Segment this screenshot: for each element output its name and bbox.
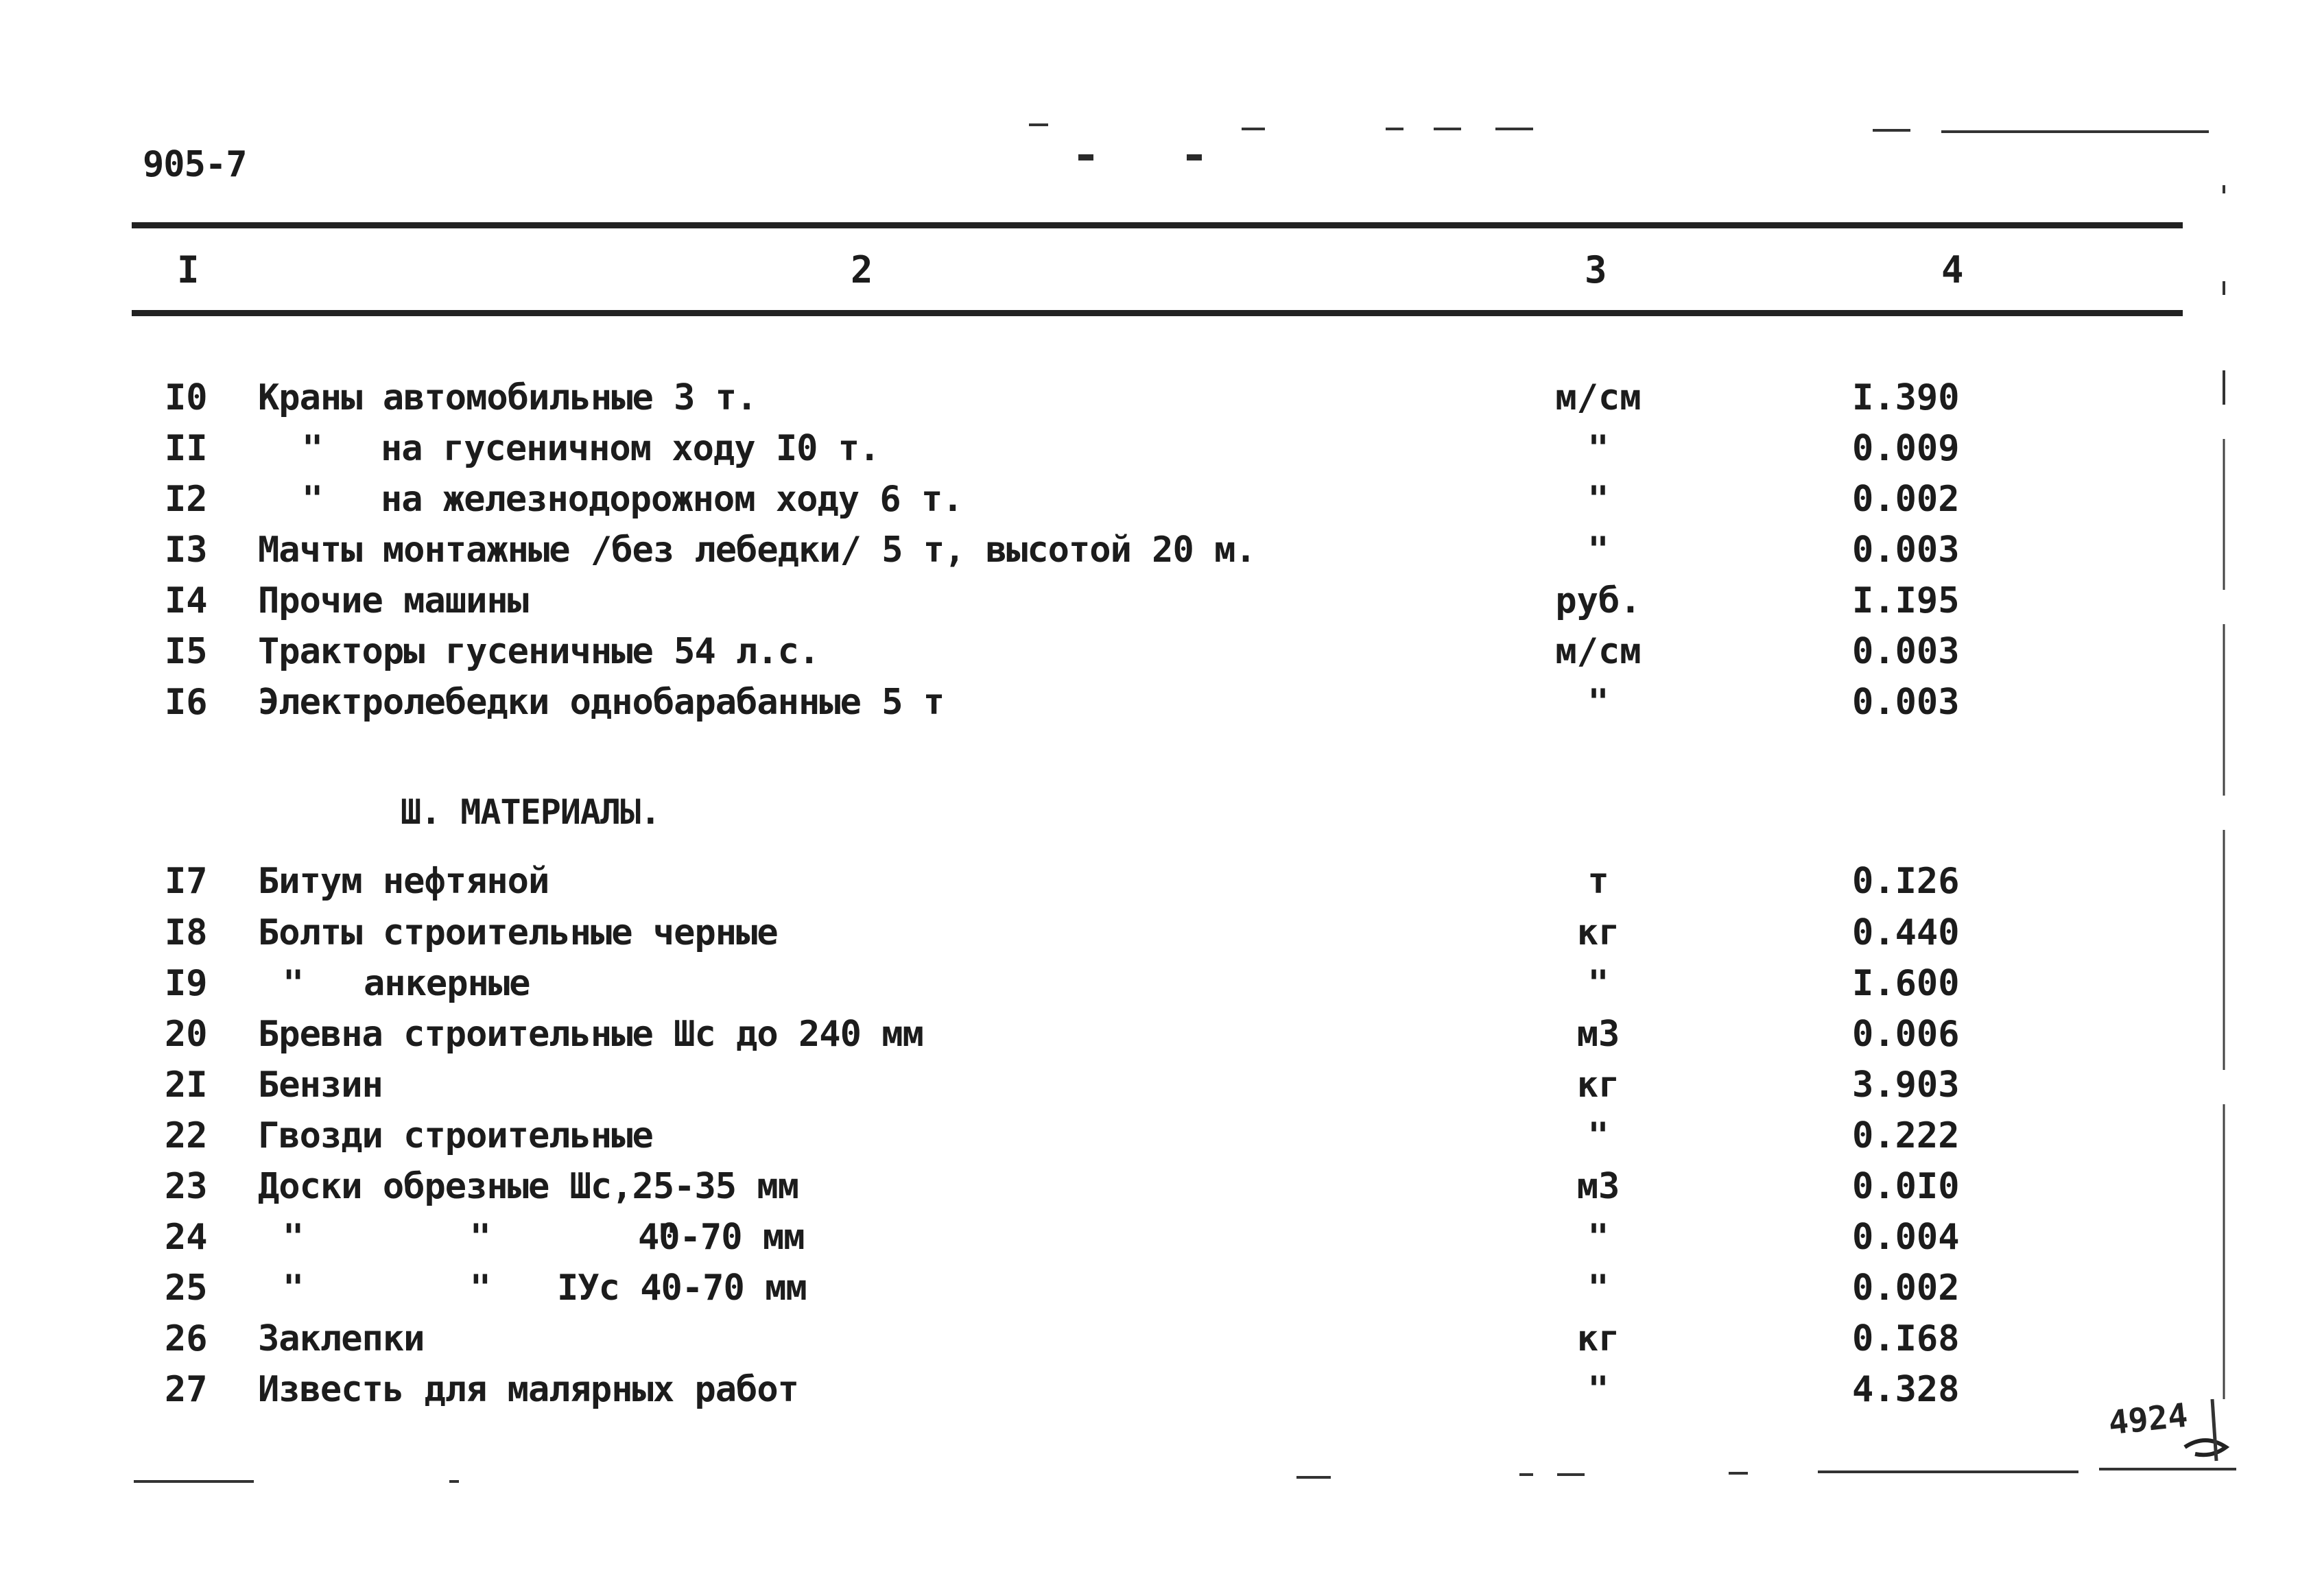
scan-dash [1941, 130, 2209, 133]
row-unit: руб. [1555, 580, 1642, 621]
scan-dash [134, 1480, 254, 1483]
table-row [0, 963, 2322, 1011]
scan-mark [1187, 154, 1202, 160]
scan-dash [1242, 128, 1265, 130]
row-number: I2 [165, 479, 208, 520]
row-name: IУс 40-70 мм [557, 1267, 807, 1309]
scan-dash [449, 1480, 459, 1483]
svg-text:4924: 4924 [2107, 1396, 2190, 1443]
row-number: I7 [165, 861, 208, 902]
row-unit: " [1587, 1115, 1609, 1156]
row-quantity: 0.002 [1852, 1267, 1960, 1309]
column-header-1: I [177, 248, 200, 291]
row-quantity: 0.009 [1852, 428, 1960, 469]
row-number: 23 [165, 1166, 208, 1207]
row-name: Мачты монтажные /без лебедки/ 5 т, высотой 20 м. [258, 529, 1256, 571]
row-quantity: 0.003 [1852, 682, 1960, 723]
row-name: 40-70 мм [638, 1217, 805, 1258]
row-name: анкерные [364, 963, 530, 1004]
table-row [0, 428, 2322, 476]
row-number: I5 [165, 631, 208, 672]
row-name: Электролебедки однобарабанные 5 т [258, 682, 945, 723]
table-row [0, 1217, 2322, 1265]
row-quantity: 0.002 [1852, 479, 1960, 520]
column-header-3: 3 [1585, 248, 1607, 291]
row-quantity: 3.903 [1852, 1064, 1960, 1106]
row-name: Гвозди строительные [258, 1115, 653, 1156]
row-name: Бензин [258, 1064, 383, 1106]
row-name: Болты строительные черные [258, 912, 778, 953]
row-unit: " [1587, 682, 1609, 723]
row-quantity: 0.003 [1852, 631, 1960, 672]
row-unit: " [1587, 1369, 1609, 1410]
row-name: Битум нефтяной [258, 861, 549, 902]
table-row [0, 861, 2322, 909]
row-name: Тракторы гусеничные 54 л.с. [258, 631, 820, 672]
table-row [0, 1267, 2322, 1315]
row-number: 26 [165, 1318, 208, 1359]
row-quantity: I.390 [1852, 377, 1960, 418]
table-row [0, 1064, 2322, 1112]
row-number: 27 [165, 1369, 208, 1410]
scan-dash [1729, 1472, 1748, 1475]
row-unit: м/см [1555, 631, 1642, 672]
document-number: 905-7 [143, 144, 247, 185]
table-row [0, 1166, 2322, 1214]
row-unit: " [1587, 963, 1609, 1004]
scan-dash [1434, 128, 1461, 130]
row-number: I9 [165, 963, 208, 1004]
row-quantity: 0.0I0 [1852, 1166, 1960, 1207]
row-number: 24 [165, 1217, 208, 1258]
row-quantity: 0.I26 [1852, 861, 1960, 902]
table-row [0, 479, 2322, 527]
row-quantity: 0.006 [1852, 1014, 1960, 1055]
row-unit: " [1587, 1267, 1609, 1309]
row-number: I8 [165, 912, 208, 953]
row-unit: " [1587, 1217, 1609, 1258]
row-unit: " [1587, 529, 1609, 571]
table-row [0, 377, 2322, 425]
row-number: 2I [165, 1064, 208, 1106]
row-number: I4 [165, 580, 208, 621]
row-number: I0 [165, 377, 208, 418]
row-quantity: 0.I68 [1852, 1318, 1960, 1359]
column-header-2: 2 [851, 248, 873, 291]
row-unit: кг [1576, 1318, 1620, 1359]
scan-dash [1029, 123, 1048, 126]
row-quantity: 0.003 [1852, 529, 1960, 571]
row-ditto: " " " [283, 1217, 678, 1258]
row-unit: м/см [1555, 377, 1642, 418]
scan-dash [1296, 1476, 1331, 1479]
row-unit: м3 [1576, 1014, 1620, 1055]
table-row [0, 1014, 2322, 1062]
scan-mark [1078, 154, 1093, 160]
table-row [0, 1369, 2322, 1417]
row-name: Бревна строительные Шс до 240 мм [258, 1014, 923, 1055]
scan-edge-marks [2221, 178, 2227, 1481]
row-name: Краны автомобильные 3 т. [258, 377, 757, 418]
archive-stamp [2102, 1385, 2247, 1468]
row-ditto: " [302, 479, 323, 520]
row-ditto: " [302, 428, 323, 469]
row-number: 25 [165, 1267, 208, 1309]
row-unit: кг [1576, 912, 1620, 953]
section-title: Ш. МАТЕРИАЛЫ. [401, 792, 661, 832]
row-unit: м3 [1576, 1166, 1620, 1207]
row-quantity: 0.222 [1852, 1115, 1960, 1156]
row-name: Известь для малярных работ [258, 1369, 798, 1410]
table-top-rule [132, 222, 2183, 228]
table-header-rule [132, 310, 2183, 316]
scan-dash [2099, 1468, 2236, 1470]
scan-dash [1495, 128, 1533, 130]
row-number: 22 [165, 1115, 208, 1156]
row-unit: " [1587, 479, 1609, 520]
row-quantity: 0.004 [1852, 1217, 1960, 1258]
table-row [0, 1318, 2322, 1366]
scan-dash [1818, 1470, 2078, 1473]
row-number: 20 [165, 1014, 208, 1055]
row-number: I6 [165, 682, 208, 723]
scan-dash [1386, 128, 1403, 130]
table-row [0, 912, 2322, 960]
row-name: Прочие машины [258, 580, 528, 621]
row-quantity: I.I95 [1852, 580, 1960, 621]
row-number: I3 [165, 529, 208, 571]
row-name: Доски обрезные Шс,25-35 мм [258, 1166, 798, 1207]
row-name: Заклепки [258, 1318, 425, 1359]
row-ditto: " [283, 963, 304, 1004]
scan-dash [1519, 1473, 1533, 1476]
table-row [0, 580, 2322, 628]
row-name: на железнодорожном ходу 6 т. [381, 479, 963, 520]
row-unit: " [1587, 428, 1609, 469]
row-name: на гусеничном ходу I0 т. [381, 428, 880, 469]
table-row [0, 529, 2322, 577]
table-row [0, 682, 2322, 730]
row-quantity: 4.328 [1852, 1369, 1960, 1410]
table-row [0, 1115, 2322, 1163]
column-header-4: 4 [1941, 248, 1964, 291]
table-row [0, 631, 2322, 679]
row-ditto: " " [283, 1267, 491, 1309]
row-quantity: 0.440 [1852, 912, 1960, 953]
scan-dash [1557, 1473, 1585, 1476]
row-number: II [165, 428, 208, 469]
row-unit: т [1587, 861, 1609, 902]
row-quantity: I.600 [1852, 963, 1960, 1004]
scan-dash [1873, 129, 1910, 132]
row-unit: кг [1576, 1064, 1620, 1106]
